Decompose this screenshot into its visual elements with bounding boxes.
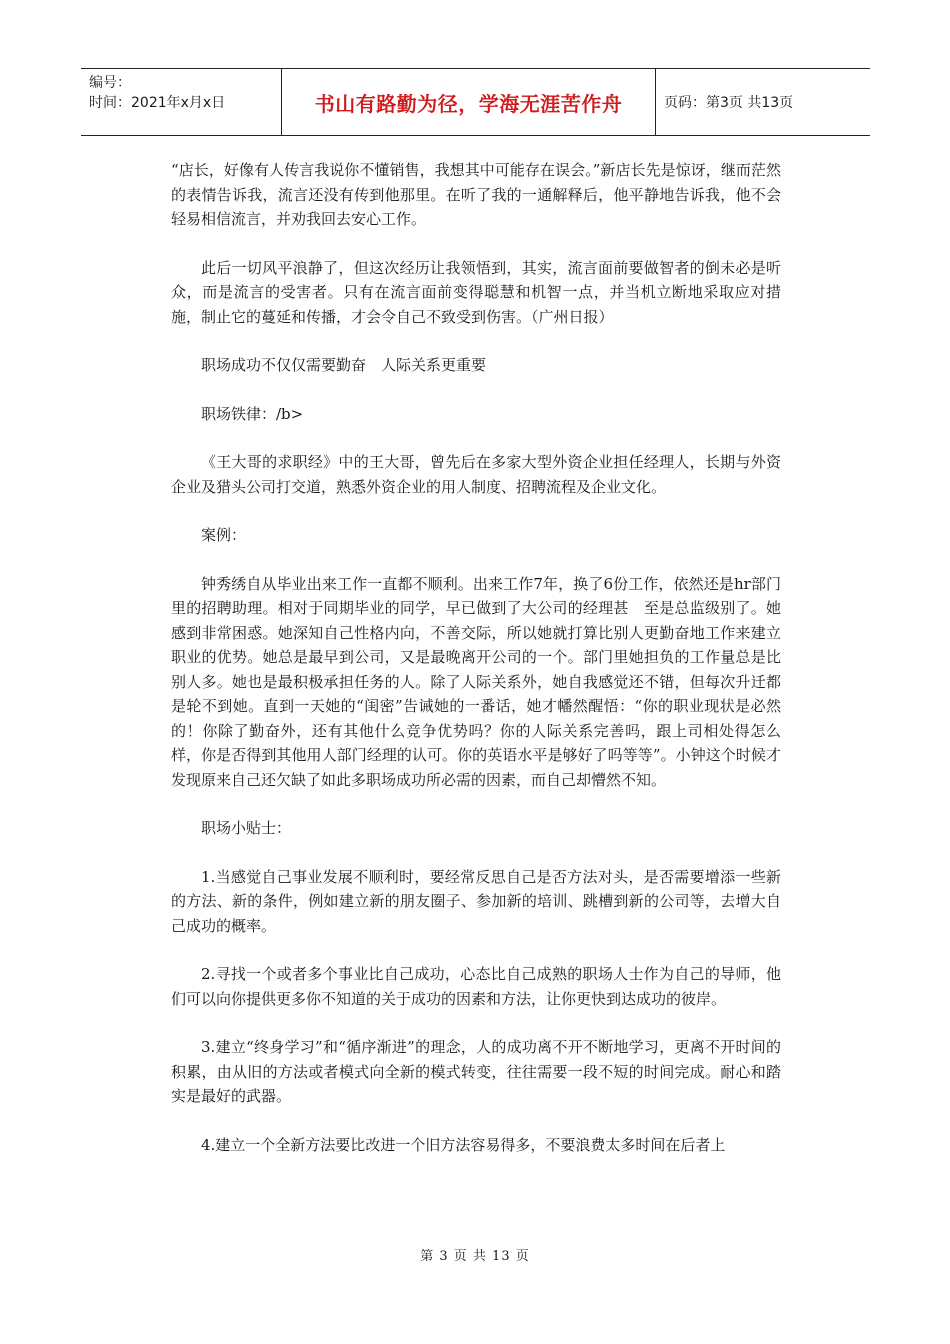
header-page-info: 页码：第3页 共13页 (664, 95, 794, 111)
tip-item-2: 2.寻找一个或者多个事业比自己成功，心态比自己成熟的职场人士作为自己的导师，他们可以向你提供更多你不知道的关于成功的因素和方法，让你更快到达成功的彼岸。 (171, 965, 781, 1008)
article-title: 职场成功不仅仅需要勤奋 人际关系更重要 (201, 356, 487, 374)
section-heading-case: 案例： (201, 526, 247, 544)
tip-item-4: 4.建立一个全新方法要比改进一个旧方法容易得多，不要浪费太多时间在后者上 (201, 1135, 726, 1154)
section-heading-rules: 职场铁律：/b> (201, 404, 304, 423)
tip-item-3: 3.建立“终身学习”和“循序渐进”的理念，人的成功离不开不断地学习，更离不开时间的积累，由从旧的方法或者模式向全新的模式转变，往往需要一段不短的时间完成。耐心和踏实是最好的武器。 (171, 1038, 781, 1105)
paragraph-rumor-dialogue: “店长，好像有人传言我说你不懂销售，我想其中可能存在误会。”新店长先是惊讶，继而茫然的表情告诉我，流言还没有传到他那里。在听了我的一通解释后，他平静地告诉我，他不会轻易相信流言，并劝我回去安心工作。 (171, 161, 781, 228)
paragraph-intro: 《王大哥的求职经》中的王大哥，曾先后在多家大型外资企业担任经理人，长期与外资企业及猎头公司打交道，熟悉外资企业的用人制度、招聘流程及企业文化。 (171, 453, 781, 496)
document-date-label: 时间：2021年x月x日 (89, 95, 226, 111)
tip-item-1: 1.当感觉自己事业发展不顺利时，要经常反思自己是否方法对头，是否需要增添一些新的方法、新的条件，例如建立新的朋友圈子、参加新的培训、跳槽到新的公司等，去增大自己成功的概率。 (171, 867, 781, 935)
paragraph-rumor-lesson: 此后一切风平浪静了，但这次经历让我领悟到，其实，流言面前要做智者的倒未必是听众，而是流言的受害者。只有在流言面前变得聪慧和机智一点，并当机立断地采取应对措施，制止它的蔓延和传播，才会令自己不致受到伤害。（广州日报） (171, 258, 781, 326)
section-heading-tips: 职场小贴士： (201, 819, 292, 837)
header-meta (81, 69, 282, 135)
header-motto: 书山有路勤为径，学海无涯苦作舟 (282, 69, 656, 135)
document-header (81, 68, 870, 136)
document-number-label: 编号： (89, 75, 131, 91)
paragraph-case: 钟秀绣自从毕业出来工作一直都不顺利。出来工作7年，换了6份工作，依然还是hr部门里的招聘助理。相对于同期毕业的同学，早已做到了大公司的经理甚 至是总监级别了。她感到非常困惑。她深知自己性格内向，不善交际，所以她就打算比别人更勤奋地工作来建立职业的优势。她总是最早到公司，又是最晚离开公司的一个。部门里她担负的工作量总是比别人多。她也是最积极承担任务的人。除了人际关系外，她自我感觉还不错，但每次升迁都是轮不到她。直到一天她的“闺密”告诫她的一番话，她才幡然醒悟：“你的职业现状是必然的！你除了勤奋外，还有其他什么竞争优势吗？你的人际关系完善吗，跟上司相处得怎么样，你是否得到其他用人部门经理的认可。你的英语水平是够好了吗等等”。小钟这个时候才发现原来自己还欠缺了如此多职场成功所必需的因素，而自己却懵然不知。 (171, 574, 781, 789)
document-body (171, 158, 781, 1181)
page-footer: 第 3 页 共 13 页 (420, 1249, 530, 1264)
